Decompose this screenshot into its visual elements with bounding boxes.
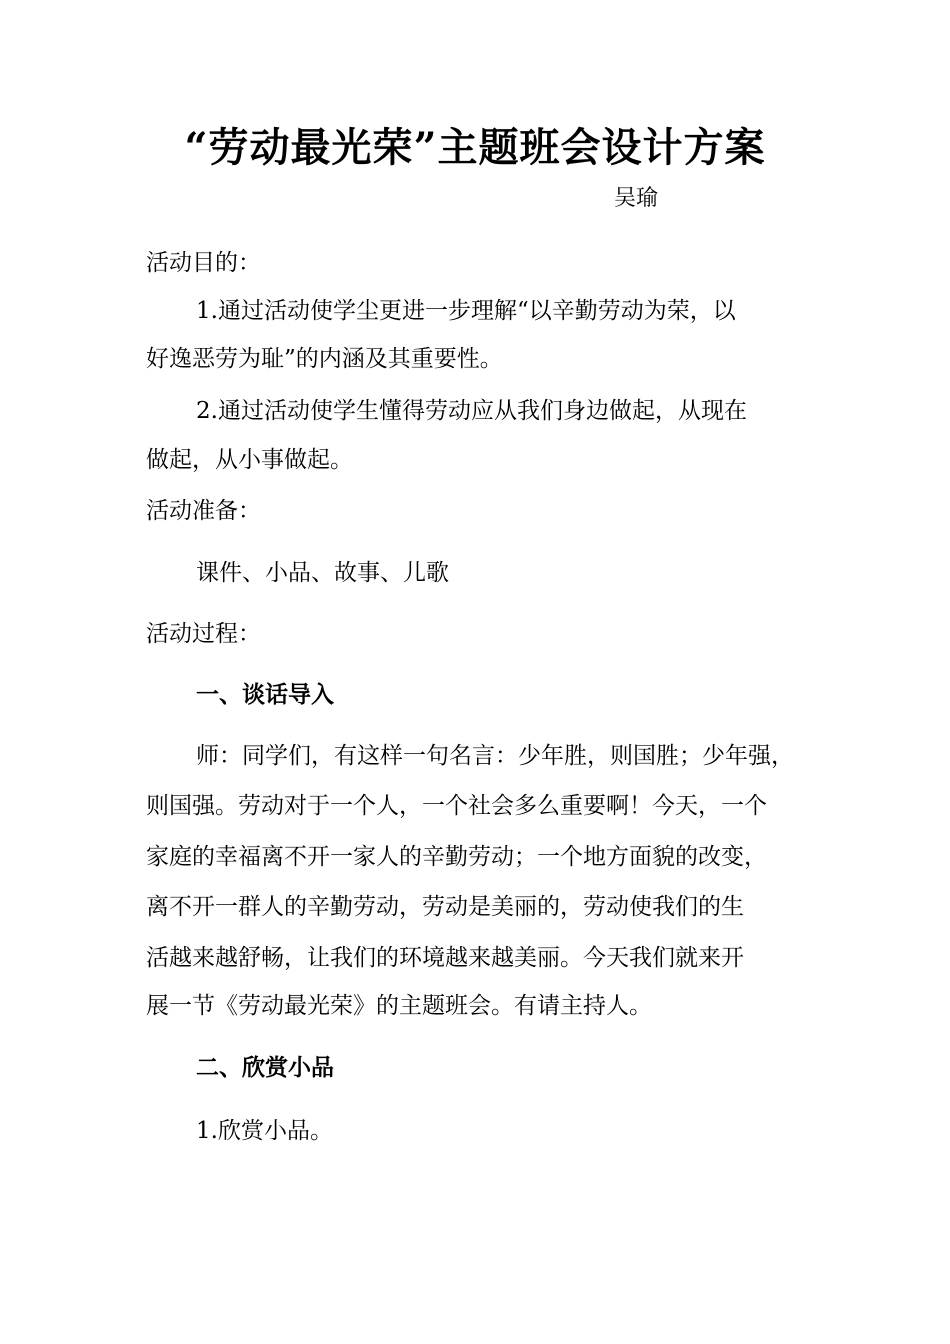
section-1-line-2: 则国强。劳动对于一个人，一个社会多么重要啊！今天，一个: [146, 793, 767, 819]
section-1-line-5: 活越来越舒畅，让我们的环境越来越美丽。今天我们就来开: [146, 945, 744, 971]
purpose-item-2-line-1: 2.通过活动使学生懂得劳动应从我们身边做起，从现在: [196, 398, 747, 424]
section-1-line-4: 离不开一群人的辛勤劳动，劳动是美丽的，劳动使我们的生: [146, 894, 744, 920]
section-1-line-1: 师：同学们，有这样一句名言：少年胜，则国胜；少年强，: [196, 743, 794, 769]
section-1-line-3: 家庭的幸福离不开一家人的辛勤劳动；一个地方面貌的改变，: [146, 844, 767, 870]
process-heading: 活动过程：: [146, 621, 261, 647]
prep-heading: 活动准备：: [146, 498, 261, 524]
section-2-item-1: 1.欣赏小品。: [196, 1118, 333, 1144]
page-title: “劳动最光荣”主题班会设计方案: [184, 124, 766, 171]
purpose-item-1-line-2: 好逸恶劳为耻”的内涵及其重要性。: [146, 346, 503, 372]
purpose-heading: 活动目的：: [146, 250, 261, 276]
section-1-title: 一、谈话导入: [196, 681, 334, 708]
section-2-title: 二、欣赏小品: [196, 1054, 334, 1081]
purpose-item-1-line-1: 1.通过活动使学尘更进一步理解“以辛勤劳动为荣，以: [196, 298, 736, 324]
prep-items: 课件、小品、故事、儿歌: [196, 560, 449, 586]
purpose-item-2-line-2: 做起，从小事做起。: [146, 447, 353, 473]
author-name: 吴瑜: [614, 186, 659, 211]
section-1-line-6: 展一节《劳动最光荣》的主题班会。有请主持人。: [146, 993, 652, 1019]
